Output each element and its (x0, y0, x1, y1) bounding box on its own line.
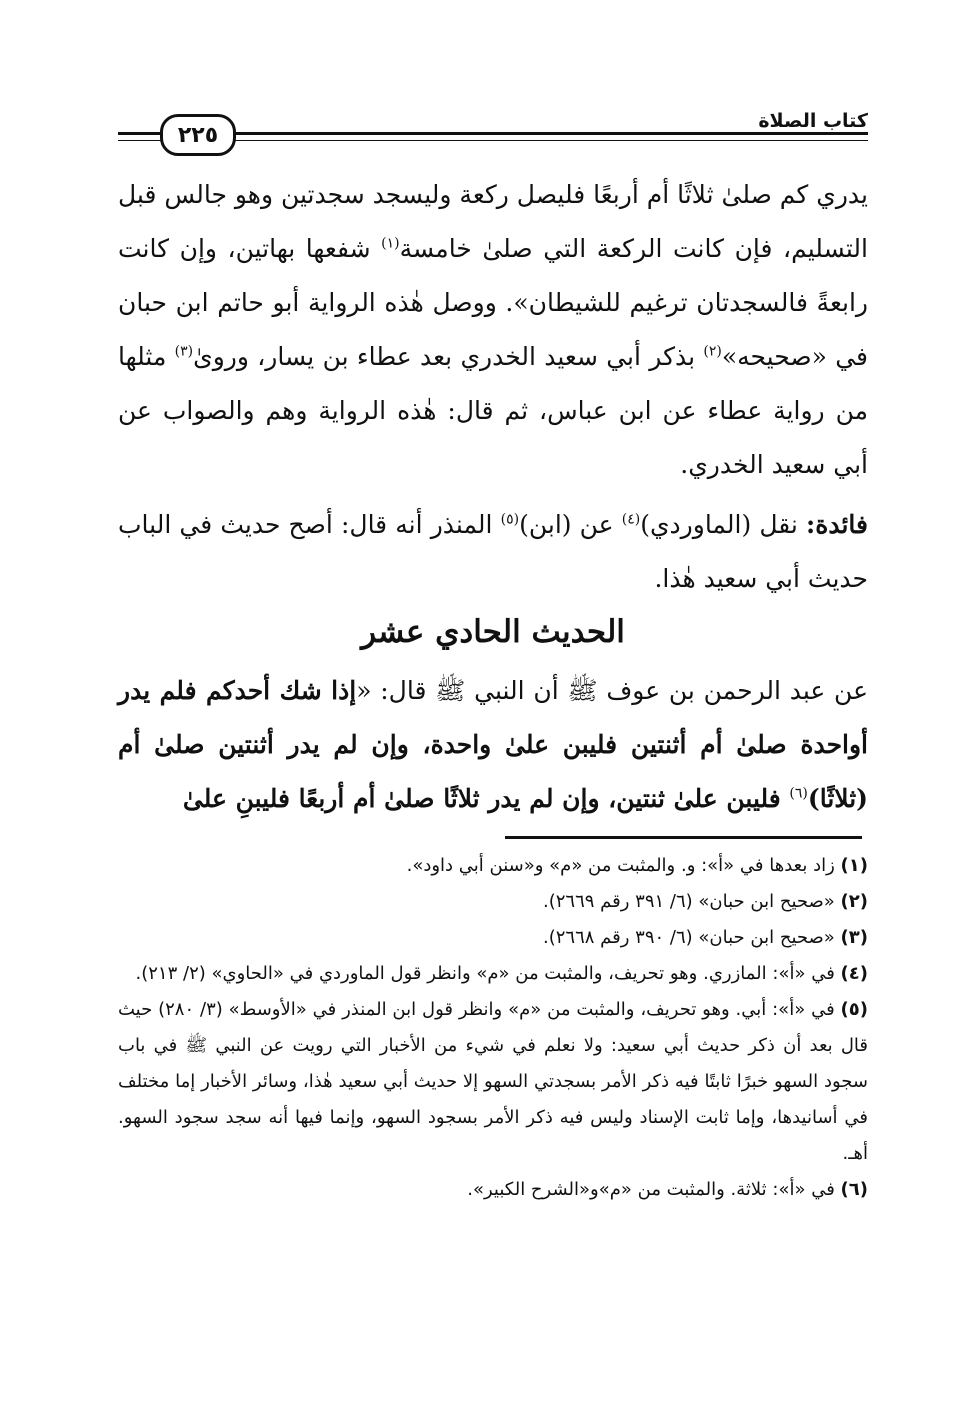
hadith-text (118, 664, 868, 826)
benefit-label: فائدة: (806, 510, 868, 539)
footnote-number: (٢) (840, 891, 868, 912)
footnote-number: (٤) (840, 963, 868, 984)
footnote: (٥) في «أ»: أبي. وهو تحريف، والمثبت من «م» وانظر قول ابن المنذر في «الأوسط» (٣/ ٢٨٠) حيث قال بعد أن ذكر حديث أبي سعيد: ولا نعلم في شيء من الأخبار التي رويت عن النبي ﷺ في باب سجود السهو خبرًا ثابتًا فيه ذكر الأمر بسجدتي السهو إلا حديث أبي سعيد هٰذا، وسائر الأخبار إما مختلف في أسانيدها، وإما ثابت الإسناد وليس فيه ذكر الأمر بسجود السهو، وإنما فيها أنه سجد سجود السهو. أهـ. (118, 999, 869, 1164)
footnote-number: (٣) (840, 927, 868, 948)
section-heading: الحديث الحادي عشر (361, 614, 625, 650)
hadith-quote-cont: فليبن علىٰ ثنتين، وإن لم يدر ثلاثًا صلىٰ أم أربعًا فليبنِ علىٰ (182, 784, 790, 813)
footnote-ref[interactable]: (٤) (621, 511, 641, 528)
page-header (118, 108, 868, 156)
running-head: كتاب الصلاة (748, 110, 868, 132)
footnote: (٤) في «أ»: المازري. وهو تحريف، والمثبت من «م» وانظر قول الماوردي في «الحاوي» (٢/ ٢١٣). (135, 963, 868, 984)
footnote-ref[interactable]: (٣) (174, 343, 194, 360)
footnote-ref[interactable]: (٦) (789, 785, 808, 802)
footnote-number: (٥) (840, 999, 869, 1020)
footnote: (٢) «صحيح ابن حبان» (٦/ ٣٩١ رقم ٢٦٦٩). (543, 891, 868, 912)
main-text (118, 168, 868, 606)
footnote-number: (١) (840, 855, 868, 876)
footnote: (٦) في «أ»: ثلاثة. والمثبت من «م»و«الشرح الكبير». (467, 1179, 868, 1200)
page-number: ٢٢٥ (160, 114, 236, 156)
footnote-ref[interactable]: (١) (381, 235, 400, 252)
footnote-ref[interactable]: (٥) (500, 511, 520, 528)
footnote: (١) زاد بعدها في «أ»: و. والمثبت من «م» و«سنن أبي داود». (406, 855, 868, 876)
footnotes (118, 848, 868, 1208)
footnote-separator (505, 836, 862, 839)
benefit-paragraph: فائدة: نقل (الماوردي)$^{(٤)}$ عن (ابن)$^{(٥)}$ المنذر أنه قال: أصح حديث في الباب حديث أبي سعيد هٰذا. (118, 510, 868, 593)
footnote-number: (٦) (840, 1179, 868, 1200)
footnote-ref[interactable]: (٢) (703, 343, 722, 360)
paragraph: يدري كم صلىٰ ثلاثًا أم أربعًا فليصل ركعة وليسجد سجدتين وهو جالس قبل التسليم، فإن كانت الركعة التي صلىٰ خامسة$^{(١)}$ شفعها بهاتين، وإن كانت رابعةً فالسجدتان ترغيم للشيطان». ووصل هٰذه الرواية أبو حاتم ابن حبان في «صحيحه»$^{(٢)}$ بذكر أبي سعيد الخدري بعد عطاء بن يسار، وروىٰ$^{(٣)}$ مثلها من رواية عطاء عن ابن عباس، ثم قال: هٰذه الرواية وهم والصواب عن أبي سعيد الخدري. (117, 180, 868, 479)
hadith-quote: إذا شك أحدكم فلم يدر أواحدة صلىٰ أم أثنتين فليبن علىٰ واحدة، وإن لم يدر أثنتين صلىٰ أم (ثلاثًا) (118, 676, 868, 813)
hadith-paragraph: عن عبد الرحمن بن عوف ﷺ أن النبي ﷺ قال: «إذا شك أحدكم فلم يدر أواحدة صلىٰ أم أثنتين فليبن علىٰ واحدة، وإن لم يدر أثنتين صلىٰ أم (ثلاثًا)$^{(٦)}$ فليبن علىٰ ثنتين، وإن لم يدر ثلاثًا صلىٰ أم أربعًا فليبنِ علىٰ (118, 676, 868, 813)
footnote: (٣) «صحيح ابن حبان» (٦/ ٣٩٠ رقم ٢٦٦٨). (543, 927, 868, 948)
